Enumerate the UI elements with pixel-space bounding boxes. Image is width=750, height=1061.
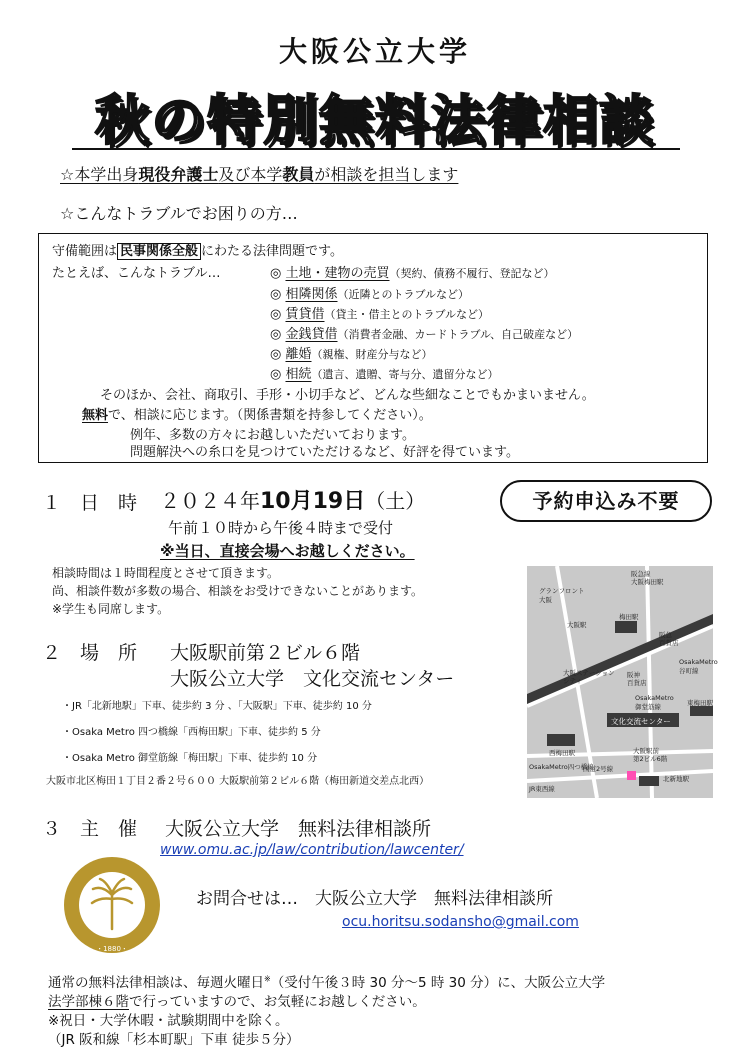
access-map xyxy=(527,566,718,798)
schedule-label: １ 日 時 xyxy=(42,492,138,514)
intro-line-1: ☆本学出身現役弁護士及び本学教員が相談を担当します xyxy=(60,165,459,184)
map-label: JR東西線 xyxy=(529,785,555,793)
organizer-website-link[interactable]: www.omu.ac.jp/law/contribution/lawcenter/ xyxy=(160,842,464,858)
map-label: 大阪 xyxy=(539,596,552,604)
example-item: ◎ 相隣関係（近隣とのトラブルなど） xyxy=(270,287,470,302)
university-name: 大阪公立大学 xyxy=(278,35,471,68)
contact-lead: お問合せは… 大阪公立大学 無料法律相談所 xyxy=(196,889,553,909)
reception-hours: 午前１０時から午後４時まで受付 xyxy=(168,519,394,537)
scope-text: 守備範囲は 民事関係全般 にわたる法律問題です。 xyxy=(52,244,343,259)
map-label: OsakaMetro xyxy=(679,658,718,666)
map-label: 阪急線 xyxy=(631,570,651,578)
footer-line-4: （JR 阪和線「杉本町駅」下車 徒歩５分） xyxy=(48,1032,300,1048)
free-text: 無料で、相談に応じます。（関係書類を持参してください）。 xyxy=(82,408,432,423)
title-divider xyxy=(72,148,680,150)
footer-line-1: 通常の無料法律相談は、毎週火曜日※（受付午後３時 30 分～5 時 30 分）に、大阪公立大学 xyxy=(48,974,606,991)
map-label: グランフロント xyxy=(539,587,585,595)
map-label: 阪神 xyxy=(627,671,640,679)
map-label: 大阪駅前 xyxy=(633,747,659,755)
schedule-note-2: 尚、相談件数が多数の場合、相談をお受けできないことがあります。 xyxy=(52,584,424,598)
map-label: 阪急 xyxy=(659,631,672,639)
other-text: そのほか、会社、商取引、手形・小切手など、どんな些細なことでもかまいません。 xyxy=(100,388,595,403)
event-date: ２０２４年10月19日（土） xyxy=(160,489,426,514)
map-label: 百貨店 xyxy=(659,639,679,647)
no-reservation-badge: 予約申込み不要 xyxy=(500,480,712,522)
footer-line-2: 法学部棟６階で行っていますので、お気軽にお越しください。 xyxy=(48,994,426,1010)
intro-line-2: ☆こんなトラブルでお困りの方… xyxy=(60,204,298,223)
venue-marker xyxy=(627,771,636,780)
walk-in-notice: ※当日、直接会場へお越しください。 xyxy=(160,542,415,560)
map-label: 百貨店 xyxy=(627,679,647,687)
contact-email-link[interactable]: ocu.horitsu.sodansho@gmail.com xyxy=(342,914,579,930)
access-line: ・JR「北新地駅」下車、徒歩約 3 分 、「大阪駅」下車、徒歩約 10 分 xyxy=(62,701,372,712)
map-label: シティ xyxy=(563,677,582,685)
footer-line-3: ※祝日・大学休暇・試験期間中を除く。 xyxy=(48,1013,289,1029)
schedule-note-3: ※学生も同席します。 xyxy=(52,602,170,616)
access-line: ・Osaka Metro 四つ橋線「西梅田駅」下車、徒歩約 5 分 xyxy=(62,727,321,738)
venue-label: ２ 場 所 xyxy=(42,642,138,664)
example-lead: たとえば、こんなトラブル… xyxy=(52,266,221,281)
map-label: 御堂筋線 xyxy=(635,703,661,711)
example-item: ◎ 相続（遺言、遺贈、寄与分、遺留分など） xyxy=(270,367,499,382)
box-note-1: 例年、多数の方々にお越しいただいております。 xyxy=(130,428,415,443)
map-label: 梅田駅 xyxy=(619,613,639,621)
map-label: 北新地駅 xyxy=(663,775,689,783)
example-item: ◎ 金銭貸借（消費者金融、カードトラブル、自己破産など） xyxy=(270,327,579,342)
seal-text-bottom: ・1880・ xyxy=(96,945,128,953)
example-item: ◎ 離婚（親権、財産分与など） xyxy=(270,347,433,362)
map-label: 大阪ステーション xyxy=(563,669,615,677)
map-label: 文化交流センター xyxy=(611,717,671,726)
example-item: ◎ 賃貸借（貸主・借主とのトラブルなど） xyxy=(270,307,490,322)
map-label: 第2ビル6階 xyxy=(633,755,668,763)
map-label: 国道2号線 xyxy=(583,765,614,773)
page-title: 秋の特別無料法律相談 xyxy=(95,89,655,152)
example-item: ◎ 土地・建物の売買（契約、債務不履行、登記など） xyxy=(270,266,555,281)
schedule-note-1: 相談時間は１時間程度とさせて頂きます。 xyxy=(52,566,280,580)
venue-address: 大阪市北区梅田１丁目２番２号６００ 大阪駅前第２ビル６階（梅田新道交差点北西） xyxy=(46,776,430,787)
venue-center: 大阪公立大学 文化交流センター xyxy=(170,668,455,690)
map-label: 東梅田駅 xyxy=(687,699,713,707)
map-label: 大阪駅 xyxy=(567,621,587,629)
map-label: OsakaMetro四つ橋線 xyxy=(529,763,594,771)
map-label: OsakaMetro xyxy=(635,694,674,702)
map-label: 谷町線 xyxy=(679,667,699,675)
map-label: 西梅田駅 xyxy=(549,749,575,757)
box-note-2: 問題解決への糸口を見つけていただけるなど、好評を得ています。 xyxy=(130,445,519,460)
access-line: ・Osaka Metro 御堂筋線「梅田駅」下車、徒歩約 10 分 xyxy=(62,753,318,764)
venue-building: 大阪駅前第２ビル６階 xyxy=(170,642,361,664)
organizer-label: ３ 主 催 xyxy=(42,818,138,840)
organizer-name: 大阪公立大学 無料法律相談所 xyxy=(165,818,432,840)
map-label: 大阪梅田駅 xyxy=(631,578,664,586)
university-seal-logo xyxy=(62,855,162,955)
